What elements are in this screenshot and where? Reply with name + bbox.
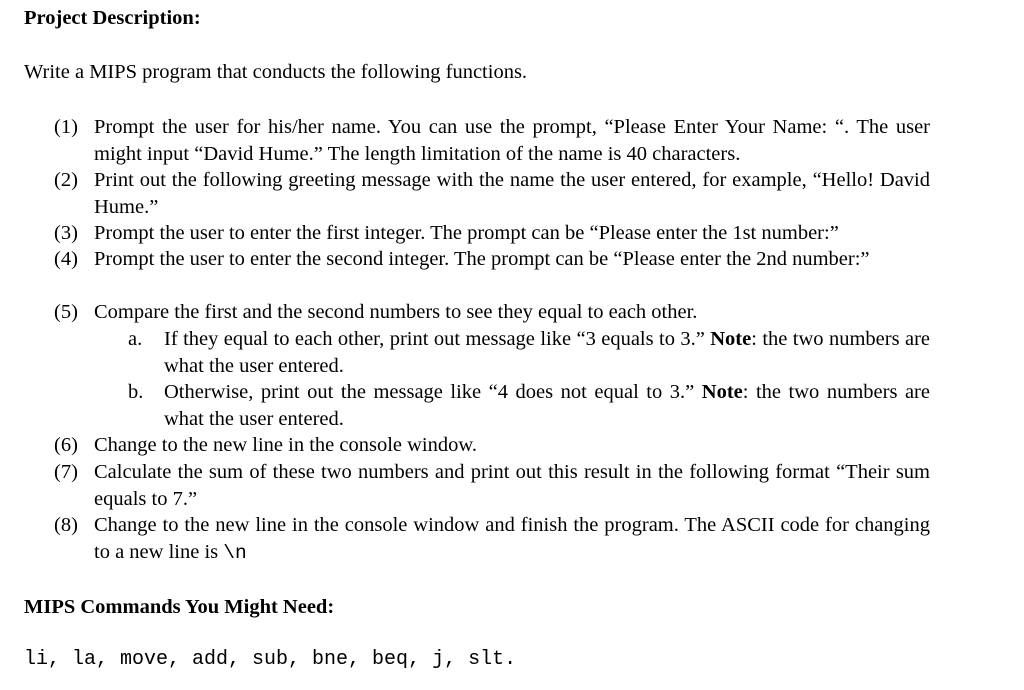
- sub-item-letter: a.: [128, 328, 143, 350]
- mips-commands-heading: MIPS Commands You Might Need:: [24, 596, 335, 618]
- list-item-number: (8): [54, 514, 78, 536]
- note-label: Note: [710, 328, 752, 350]
- list-item-7: [54, 459, 930, 512]
- list-item-number: (1): [54, 116, 78, 138]
- list-item-number: (3): [54, 222, 78, 244]
- list-item-number: (2): [54, 169, 78, 191]
- sub-item-b: [128, 379, 930, 432]
- note-label: Note: [701, 381, 743, 403]
- list-item-2: [54, 167, 930, 220]
- sub-item-a: [128, 326, 930, 379]
- list-item-6: [54, 432, 930, 459]
- mips-commands-list: li, la, move, add, sub, bne, beq, j, slt.: [24, 648, 517, 671]
- sub-item-letter: b.: [128, 381, 144, 403]
- list-item-text: Change to the new line in the console window and finish the program. The ASCII code for changing to a new line is \n: [94, 514, 930, 564]
- list-item-number: (6): [54, 434, 78, 456]
- list-item-4: [54, 246, 930, 273]
- sub-item-text: Otherwise, print out the message like “4 does not equal to 3.” Note: the two numbers are what the user entered.: [164, 381, 930, 430]
- list-item-number: (7): [54, 461, 78, 483]
- list-item-text: Calculate the sum of these two numbers and print out this result in the following format “Their sum equals to 7.”: [94, 461, 930, 510]
- list-item-5: [54, 299, 930, 326]
- list-item-3: [54, 220, 930, 247]
- list-item-text: Compare the first and the second numbers to see they equal to each other.: [94, 301, 698, 323]
- sub-item-text: If they equal to each other, print out message like “3 equals to 3.” Note: the two numbers are what the user entered.: [164, 328, 930, 377]
- newline-code: \n: [223, 541, 247, 564]
- list-item-1: [54, 114, 930, 167]
- list-item-8: [54, 512, 930, 566]
- list-item-number: (5): [54, 301, 78, 323]
- list-item-text: Print out the following greeting message with the name the user entered, for example, “Hello! David Hume.”: [94, 169, 930, 218]
- intro-text: Write a MIPS program that conducts the following functions.: [24, 61, 528, 83]
- project-description-heading: Project Description:: [24, 7, 201, 29]
- list-item-text: Prompt the user to enter the first integer. The prompt can be “Please enter the 1st number:”: [94, 222, 839, 244]
- list-item-text: Change to the new line in the console window.: [94, 434, 477, 456]
- list-item-text: Prompt the user to enter the second integer. The prompt can be “Please enter the 2nd number:”: [94, 248, 870, 270]
- list-item-number: (4): [54, 248, 78, 270]
- list-item-text: Prompt the user for his/her name. You can use the prompt, “Please Enter Your Name: “. The user might input “David Hume.” The length limitation of the name is 40 characters.: [94, 116, 930, 165]
